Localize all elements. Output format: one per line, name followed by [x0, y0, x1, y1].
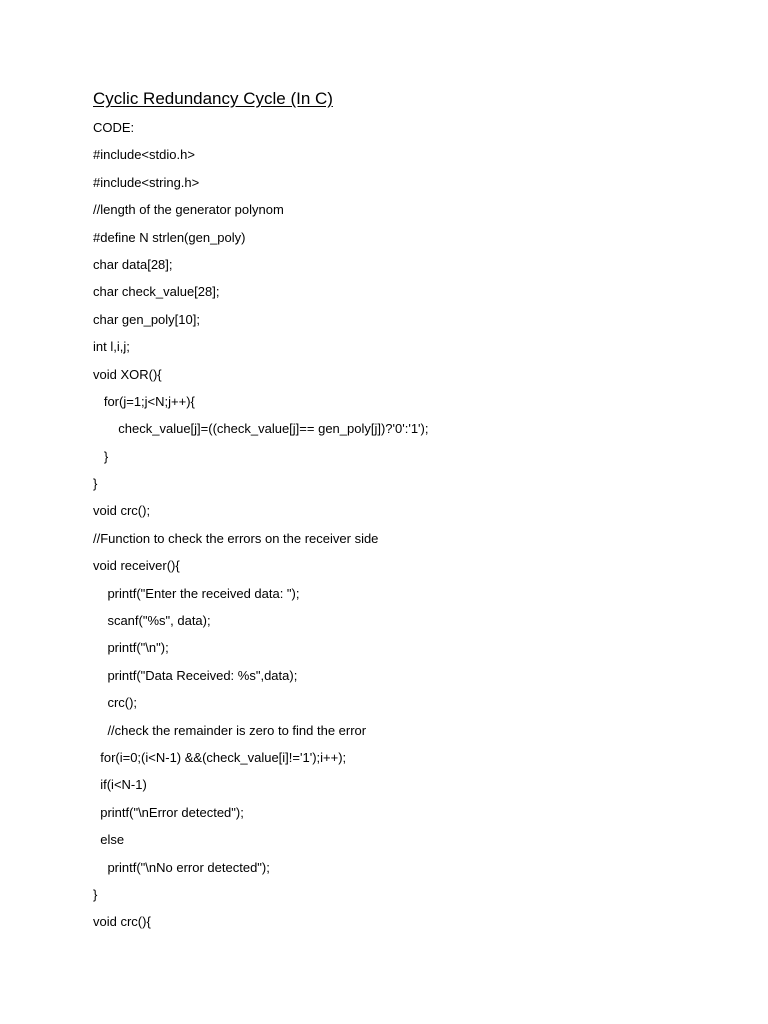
code-line: #include<string.h>	[93, 174, 200, 190]
code-line: #define N strlen(gen_poly)	[93, 229, 246, 245]
code-line: }	[93, 476, 98, 492]
code-line: scanf("%s", data);	[93, 613, 211, 629]
code-line: #include<stdio.h>	[93, 147, 195, 163]
code-line: }	[93, 448, 109, 464]
code-line: printf("Data Received: %s",data);	[93, 667, 298, 683]
code-line: void receiver(){	[93, 558, 180, 574]
code-line: check_value[j]=((check_value[j]== gen_poly[j])?'0':'1');	[93, 421, 429, 437]
code-line: int l,i,j;	[93, 339, 130, 355]
code-line: for(j=1;j<N;j++){	[93, 393, 195, 409]
code-line: }	[93, 886, 98, 902]
code-line: void crc(){	[93, 914, 151, 930]
code-line: void XOR(){	[93, 366, 162, 382]
code-line: //check the remainder is zero to find the error	[93, 722, 367, 738]
code-line: crc();	[93, 695, 138, 711]
code-block	[93, 117, 428, 939]
code-line: CODE:	[93, 120, 135, 135]
code-line: printf("Enter the received data: ");	[93, 585, 300, 601]
code-line: for(i=0;(i<N-1) &&(check_value[i]!='1');i++);	[93, 749, 347, 765]
code-line: //length of the generator polynom	[93, 202, 284, 218]
code-line: //Function to check the errors on the receiver side	[93, 530, 379, 546]
code-line: printf("\nError detected");	[93, 804, 244, 820]
code-line: if(i<N-1)	[93, 777, 147, 793]
code-line: void crc();	[93, 503, 151, 519]
code-line: char gen_poly[10];	[93, 311, 200, 327]
document-title: Cyclic Redundancy Cycle (In C)	[93, 89, 333, 108]
code-line: char check_value[28];	[93, 284, 220, 300]
code-line: else	[93, 832, 125, 848]
code-line: printf("\nNo error detected");	[93, 859, 270, 875]
code-line: printf("\n");	[93, 640, 169, 656]
code-line: char data[28];	[93, 256, 173, 272]
